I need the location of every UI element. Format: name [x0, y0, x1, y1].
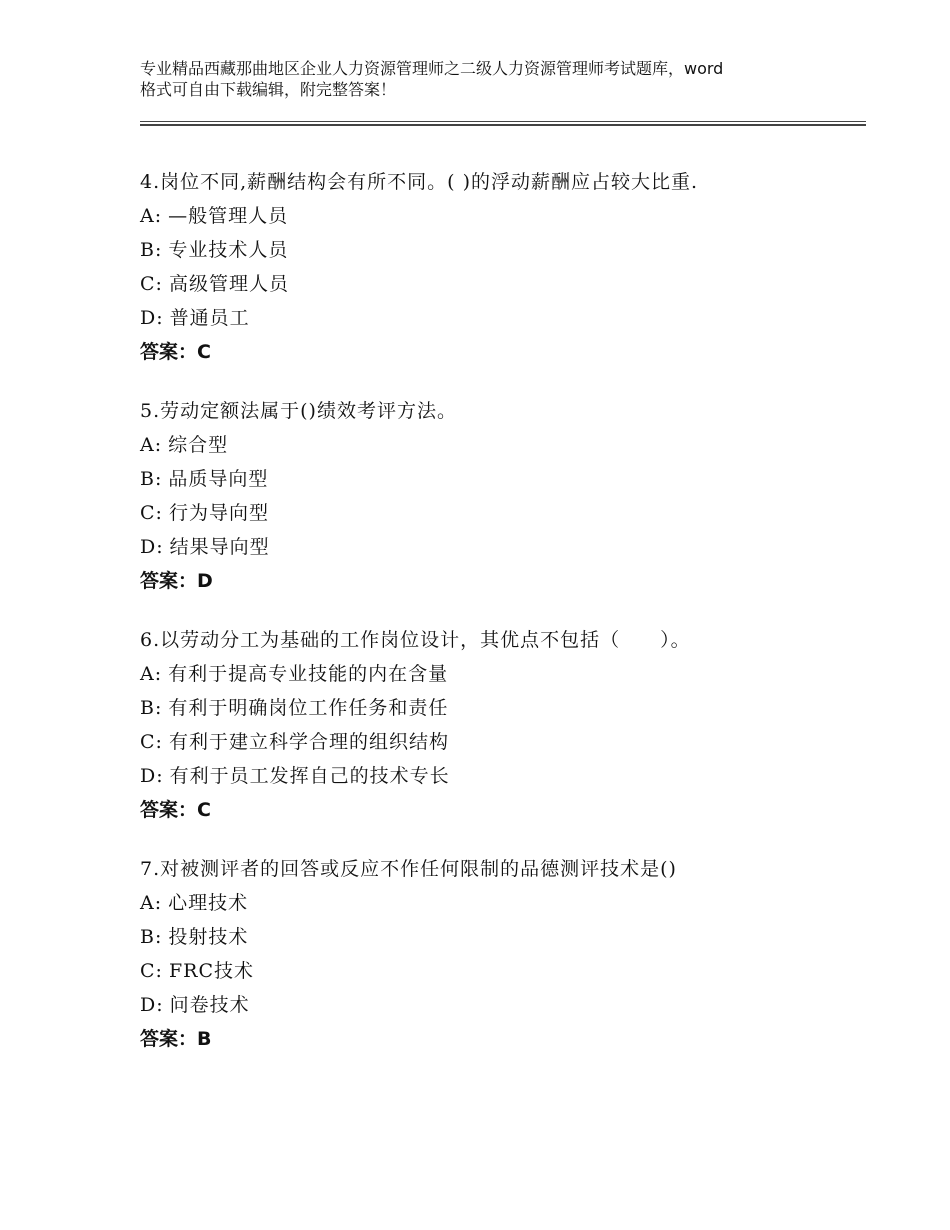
- question-5: [140, 394, 866, 598]
- option-letter: C:: [140, 273, 163, 295]
- question-stem: 4.岗位不同,薪酬结构会有所不同。( )的浮动薪酬应占较大比重.: [140, 171, 699, 193]
- option-letter: A:: [140, 205, 163, 227]
- option-d: [140, 759, 866, 793]
- option-text: 有利于建立科学合理的组织结构: [168, 731, 449, 753]
- option-letter: D:: [140, 536, 164, 558]
- option-text: 问卷技术: [169, 994, 250, 1016]
- question-6: [140, 623, 866, 827]
- option-letter: B:: [140, 468, 163, 490]
- question-list: [140, 165, 866, 1081]
- header-line-1: 专业精品西藏那曲地区企业人力资源管理师之二级人力资源管理师考试题库，word: [140, 59, 724, 78]
- option-text: FRC技术: [168, 960, 254, 982]
- option-text: 综合型: [168, 434, 229, 456]
- option-text: 高级管理人员: [168, 273, 289, 295]
- option-letter: C:: [140, 502, 163, 524]
- option-letter: A:: [140, 663, 163, 685]
- option-letter: D:: [140, 994, 164, 1016]
- option-a: [140, 428, 866, 462]
- option-text: 专业技术人员: [168, 239, 289, 261]
- option-d: [140, 530, 866, 564]
- document-header: [140, 58, 840, 100]
- option-letter: D:: [140, 307, 164, 329]
- question-stem: 7.对被测评者的回答或反应不作任何限制的品德测评技术是(): [140, 858, 677, 880]
- option-b: [140, 233, 866, 267]
- answer: 答案：C: [140, 341, 211, 363]
- option-c: [140, 267, 866, 301]
- option-b: [140, 920, 866, 954]
- option-letter: C:: [140, 960, 163, 982]
- header-divider: [140, 121, 866, 126]
- option-d: [140, 301, 866, 335]
- question-stem: 6.以劳动分工为基础的工作岗位设计，其优点不包括（ ）。: [140, 629, 691, 651]
- option-b: [140, 462, 866, 496]
- option-letter: D:: [140, 765, 164, 787]
- question-4: [140, 165, 866, 369]
- option-letter: C:: [140, 731, 163, 753]
- option-letter: A:: [140, 434, 163, 456]
- option-text: 结果导向型: [169, 536, 270, 558]
- option-text: 行为导向型: [168, 502, 269, 524]
- option-letter: A:: [140, 892, 163, 914]
- option-letter: B:: [140, 239, 163, 261]
- option-d: [140, 988, 866, 1022]
- option-text: 有利于员工发挥自己的技术专长: [169, 765, 450, 787]
- option-text: 有利于提高专业技能的内在含量: [168, 663, 449, 685]
- option-text: 普通员工: [169, 307, 250, 329]
- option-a: [140, 199, 866, 233]
- option-b: [140, 691, 866, 725]
- answer: 答案：B: [140, 1028, 212, 1050]
- option-c: [140, 725, 866, 759]
- option-a: [140, 886, 866, 920]
- option-letter: B:: [140, 926, 163, 948]
- option-letter: B:: [140, 697, 163, 719]
- option-c: [140, 954, 866, 988]
- answer: 答案：C: [140, 799, 211, 821]
- option-text: 投射技术: [168, 926, 249, 948]
- option-text: 品质导向型: [168, 468, 269, 490]
- question-7: [140, 852, 866, 1056]
- option-text: 有利于明确岗位工作任务和责任: [168, 697, 449, 719]
- answer: 答案：D: [140, 570, 213, 592]
- option-text: 心理技术: [168, 892, 249, 914]
- question-stem: 5.劳动定额法属于()绩效考评方法。: [140, 400, 457, 422]
- option-c: [140, 496, 866, 530]
- option-text: —般管理人员: [168, 205, 289, 227]
- option-a: [140, 657, 866, 691]
- header-line-2: 格式可自由下载编辑，附完整答案！: [140, 80, 397, 99]
